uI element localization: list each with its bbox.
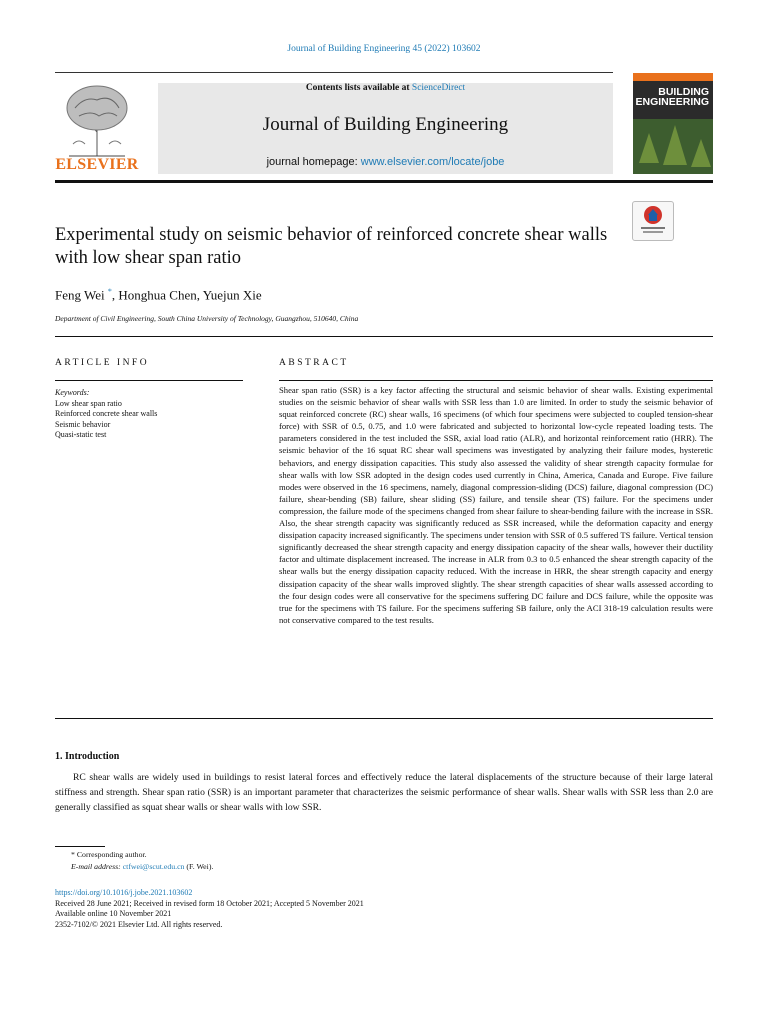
homepage-prefix: journal homepage: [266, 156, 361, 168]
received-dates: Received 28 June 2021; Received in revised form 18 October 2021; Accepted 5 November 2021 [55, 898, 364, 908]
sciencedirect-link[interactable]: ScienceDirect [411, 83, 466, 93]
keyword-item: Seismic behavior [55, 419, 111, 429]
keywords-label: Keywords: [55, 388, 90, 397]
keywords-block [55, 388, 157, 441]
elsevier-wordmark: ELSEVIER [55, 156, 139, 173]
coauthors: , Honghua Chen, Yuejun Xie [111, 287, 262, 303]
email-suffix: (F. Wei). [184, 861, 214, 871]
introduction-heading: 1. Introduction [55, 751, 120, 762]
affiliation: Department of Civil Engineering, South China University of Technology, Guangzhou, 510640, China [55, 314, 359, 323]
check-updates-icon [633, 202, 673, 240]
homepage-link[interactable]: www.elsevier.com/locate/jobe [360, 156, 505, 168]
available-online: Available online 10 November 2021 [55, 909, 172, 919]
header-divider-thick [55, 180, 713, 183]
footnote-divider [55, 846, 105, 847]
email-link[interactable]: ctfwei@scut.edu.cn [122, 861, 185, 871]
email-label: E-mail address: [71, 861, 123, 871]
keyword-item: Quasi-static test [55, 430, 107, 439]
article-info-heading: ARTICLE INFO [55, 358, 150, 368]
header-divider [55, 72, 613, 73]
homepage-line [158, 156, 613, 168]
article-info-divider [55, 380, 243, 381]
abstract-heading: ABSTRACT [279, 358, 349, 368]
journal-title: Journal of Building Engineering [262, 114, 509, 135]
corresponding-author-note: * Corresponding author. [71, 850, 147, 859]
abstract-end-divider [55, 718, 713, 719]
journal-cover[interactable] [633, 73, 713, 174]
footnote [71, 849, 213, 872]
journal-reference[interactable]: Journal of Building Engineering 45 (2022) 103602 [287, 44, 481, 54]
keyword-item: Reinforced concrete shear walls [55, 409, 158, 418]
cover-title [635, 87, 709, 107]
cover-line2: ENGINEERING [635, 96, 709, 108]
keyword-item: Low shear span ratio [55, 398, 122, 408]
author-list [55, 287, 262, 303]
elsevier-tree-icon [55, 82, 139, 158]
elsevier-logo [55, 82, 139, 174]
copyright: 2352-7102/© 2021 Elsevier Ltd. All rights reserved. [55, 919, 223, 929]
paper-title: Experimental study on seismic behavior of reinforced concrete shear walls with low shear span ratio [55, 225, 608, 268]
introduction-paragraph: RC shear walls are widely used in buildings to resist lateral forces and effectively reduce the lateral displacements of the structure because of their large lateral stiffness and strength. Shear span ratio (SSR) is an important parameter that characterizes the seismic performance of shear walls. Shear walls with SSR less than 2.0 are generally classified as squat shear walls or shear walls with low SSR. [55, 772, 713, 813]
publication-info [55, 888, 364, 930]
author-name[interactable]: Feng Wei [55, 287, 105, 303]
cover-line1: BUILDING [658, 86, 709, 98]
corresponding-author-marker[interactable]: * [107, 287, 112, 296]
email-line [71, 861, 213, 873]
contents-line [158, 83, 613, 93]
doi-link[interactable]: https://doi.org/10.1016/j.jobe.2021.103602 [55, 888, 193, 897]
abstract-divider [279, 380, 713, 381]
check-for-updates-button[interactable] [632, 201, 674, 241]
contents-prefix: Contents lists available at [305, 83, 412, 93]
abstract-text: Shear span ratio (SSR) is a key factor affecting the structural and seismic behavior of shear walls. Existing experimental studies on the seismic behavior of shear walls with SSR less than 1.0 are limited. In order to study the seismic behavior of squat reinforced concrete (RC) shear walls, 16 specimens (of which four specimens were subjected to coupled tension-shear force) with SSR of 0.5, 0.75, and 1.0 were fabricated and subjected to horizontal low-cycle repeated loading tests. The parameters considered in the test included the SSR, axial load ratio (ALR), and horizontal reinforcement ratio (HRR). The seismic behavior of the 16 squat RC shear wall specimens was investigated by analyzing their failure modes, hysteretic behaviors, and energy dissipation capacities. This study also assessed the validity of shear strength capacity formulae for shear walls with low SSR adopted in the design codes used currently in China, America, Canada and Europe. Five failure modes were observed in the 16 specimens, namely, diagonal compression-sliding (DCS) failure, diagonal compression (DC) failure, shear-bending (SB) failure, shear sliding (SS) failure, and tensile shear (TS) failure. For the specimens under compression, the failure mode of the specimens changed from shear failure to shear-bending failure with the increase in SSR. Also, the shear strength capacity was significantly reduced as SSR increased, while the deformation capacity and energy dissipation capacity increased significantly. The specimens under tension with SSR of 0.5 suffered TS failure. Vertical tension significantly decreased the shear strength capacity and energy dissipation capacity of the shear walls, however their ductility factor and ultimate displacement increased. The increase in ALR from 0.3 to 0.5 enhanced the shear strength capacity of the shear walls but the energy dissipation capacity reduced. With the increase in HRR, the shear strength capacity and energy dissipation capacity of the shear walls improved slightly. The shear strength capacities of shear walls assessed according to the four design codes were all conservative for the specimens suffering DC failure and DCS failure, while the opposite was true for the specimens with TS failure. For the specimens suffering SB failure, only the ACI 318-19 calculation results were not conservative compared to the test results. [279, 385, 713, 625]
journal-header-box [158, 83, 613, 174]
affiliation-divider [55, 336, 713, 337]
